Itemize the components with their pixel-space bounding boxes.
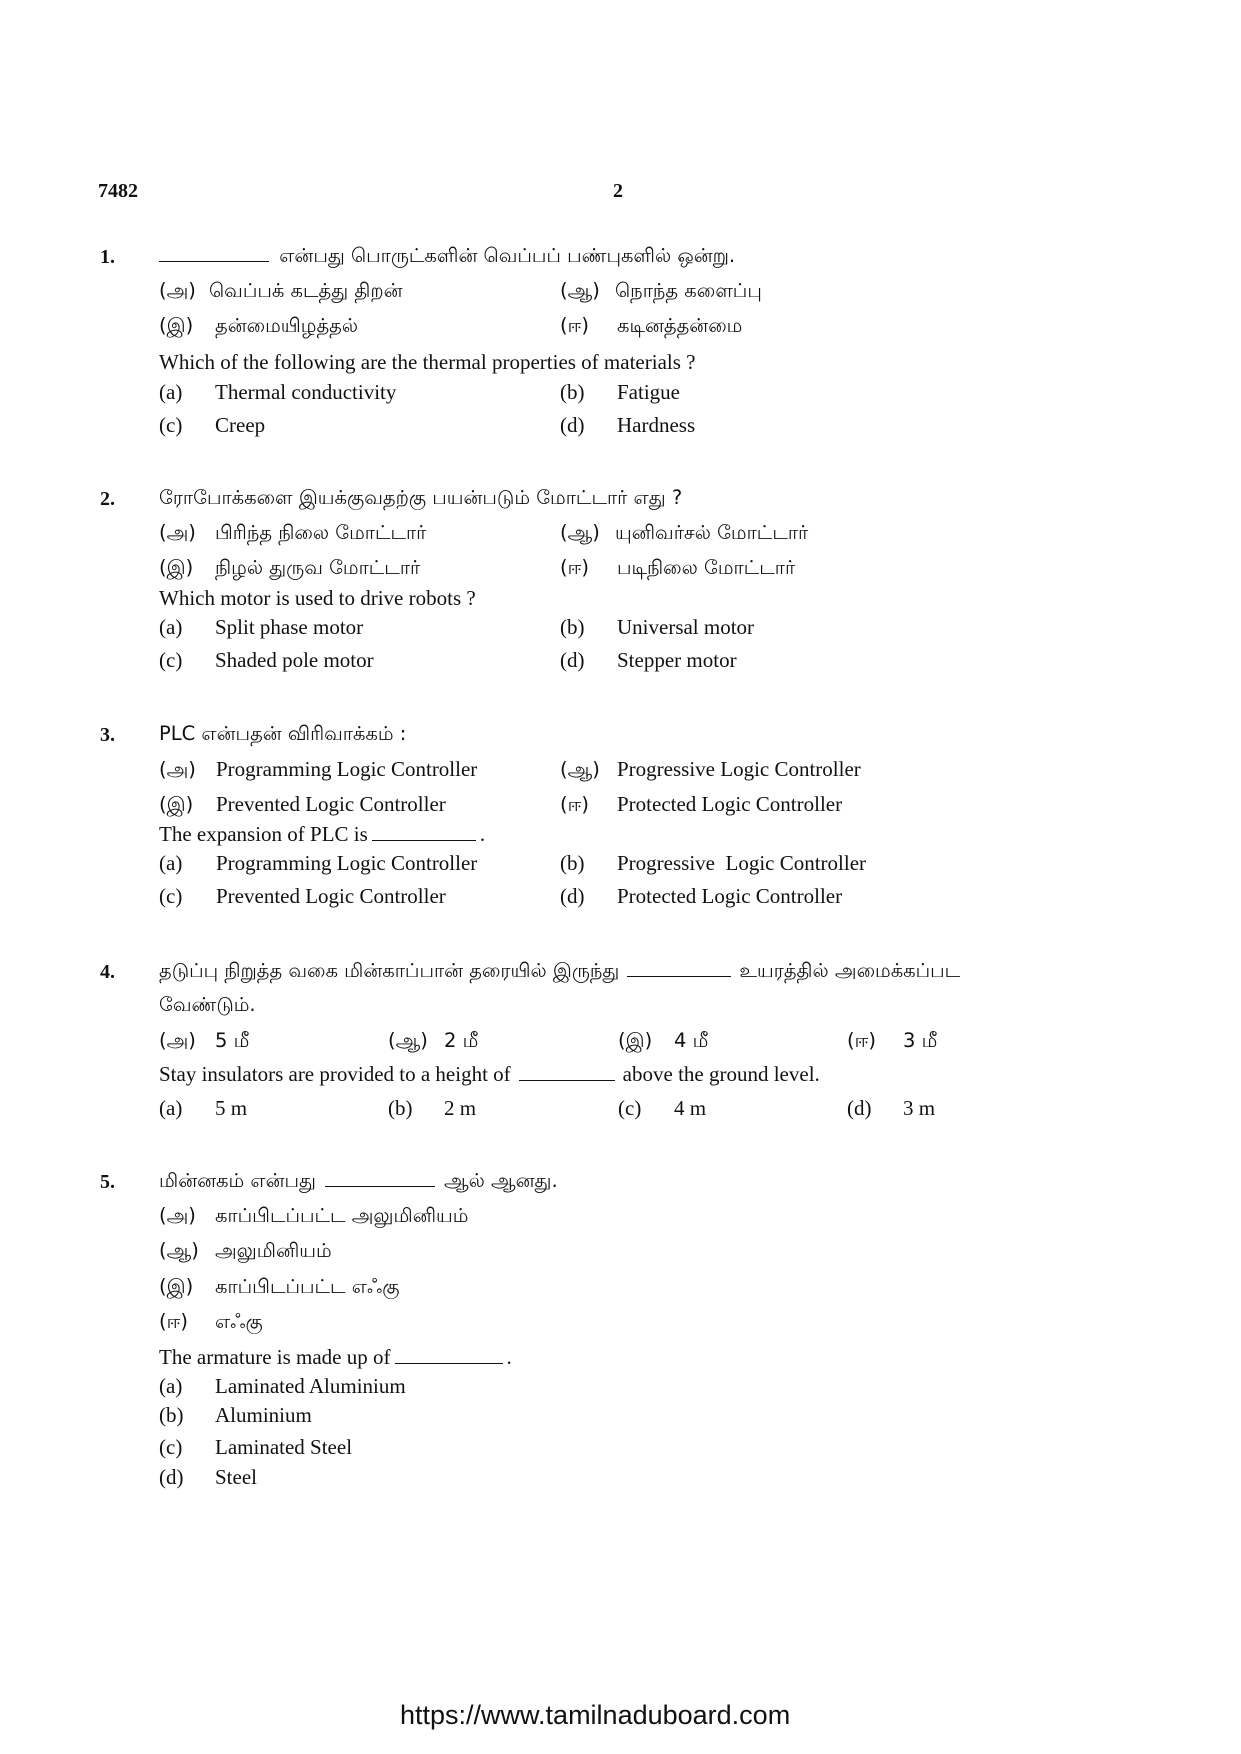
option-tamil: (ஈ) Protected Logic Controller bbox=[560, 792, 843, 816]
question-number: 5. bbox=[100, 1171, 115, 1193]
option-tamil: (ஈ) கடினத்தன்மை bbox=[560, 314, 743, 337]
option-english: (d) Protected Logic Controller bbox=[560, 884, 843, 908]
option-tamil: (அ) Programming Logic Controller bbox=[159, 757, 478, 781]
answer-blank bbox=[519, 1079, 615, 1081]
option-tamil: (இ) Prevented Logic Controller bbox=[159, 792, 446, 816]
question-stem-tamil: என்பது பொருட்களின் வெப்பப் பண்புகளில் ஒன்று. bbox=[159, 244, 735, 270]
option-english: (d) 3 m bbox=[847, 1096, 936, 1120]
question-stem-tamil: ரோபோக்களை இயக்குவதற்கு பயன்படும் மோட்டார் எது ? bbox=[159, 486, 683, 509]
option-tamil: (அ) பிரிந்த நிலை மோட்டார் bbox=[159, 521, 427, 544]
option-english: (b) Fatigue bbox=[560, 380, 680, 404]
option-english: (a) Programming Logic Controller bbox=[159, 851, 478, 875]
option-tamil: (ஈ) எஃகு bbox=[159, 1310, 263, 1333]
option-english: (a) Laminated Aluminium bbox=[159, 1374, 406, 1398]
question-stem-english: Which motor is used to drive robots ? bbox=[159, 586, 476, 610]
option-english: (b) Universal motor bbox=[560, 615, 755, 639]
question-number: 2. bbox=[100, 488, 115, 510]
option-english: (c) Shaded pole motor bbox=[159, 648, 374, 672]
option-tamil: (ஈ) படிநிலை மோட்டார் bbox=[560, 556, 796, 579]
question-number: 1. bbox=[100, 246, 115, 268]
option-english: (b) Progressive Logic Controller bbox=[560, 851, 867, 875]
option-tamil: (இ) 4 மீ bbox=[618, 1029, 709, 1052]
question-stem-tamil-line2: வேண்டும். bbox=[159, 993, 256, 1016]
option-tamil: (ஆ) யுனிவர்சல் மோட்டார் bbox=[560, 521, 809, 544]
page-number: 2 bbox=[613, 180, 623, 202]
question-number: 4. bbox=[100, 961, 115, 983]
question-stem-english: The armature is made up of . bbox=[159, 1345, 512, 1369]
answer-blank bbox=[325, 1185, 435, 1187]
option-english: (d) Stepper motor bbox=[560, 648, 737, 672]
answer-blank bbox=[627, 975, 731, 977]
option-english: (d) Hardness bbox=[560, 413, 696, 437]
option-english: (c) Prevented Logic Controller bbox=[159, 884, 446, 908]
paper-code: 7482 bbox=[98, 180, 138, 202]
option-tamil: (இ) காப்பிடப்பட்ட எஃகு bbox=[159, 1275, 400, 1298]
question-number: 3. bbox=[100, 724, 115, 746]
option-tamil: (ஆ) அலுமினியம் bbox=[159, 1239, 332, 1262]
option-english: (c) Creep bbox=[159, 413, 266, 437]
option-tamil: (இ) நிழல் துருவ மோட்டார் bbox=[159, 556, 421, 579]
option-tamil: (இ) தன்மையிழத்தல் bbox=[159, 314, 359, 337]
question-stem-tamil: தடுப்பு நிறுத்த வகை மின்காப்பான் தரையில் இருந்து உயரத்தில் அமைக்கப்பட bbox=[159, 959, 961, 982]
option-tamil: (ஈ) 3 மீ bbox=[847, 1029, 938, 1052]
option-english: (c) 4 m bbox=[618, 1096, 707, 1120]
question-stem-english: Stay insulators are provided to a height of above the ground level. bbox=[159, 1062, 820, 1086]
option-english: (c) Laminated Steel bbox=[159, 1435, 353, 1459]
question-stem-tamil: மின்னகம் என்பது ஆல் ஆனது. bbox=[159, 1169, 558, 1192]
option-tamil: (ஆ) 2 மீ bbox=[388, 1029, 479, 1052]
answer-blank bbox=[372, 839, 476, 841]
option-tamil: (ஆ) நொந்த களைப்பு bbox=[560, 279, 762, 302]
answer-blank bbox=[159, 260, 269, 262]
question-stem-tamil: PLC என்பதன் விரிவாக்கம் : bbox=[159, 722, 407, 745]
question-stem-english: The expansion of PLC is . bbox=[159, 822, 486, 846]
option-tamil: (அ) 5 மீ bbox=[159, 1029, 250, 1052]
footer-url-link[interactable]: https://www.tamilnaduboard.com bbox=[400, 1700, 791, 1730]
option-english: (a) 5 m bbox=[159, 1096, 248, 1120]
option-english: (d) Steel bbox=[159, 1465, 257, 1489]
option-english: (a) Split phase motor bbox=[159, 615, 364, 639]
question-stem-english: Which of the following are the thermal properties of materials ? bbox=[159, 350, 696, 374]
option-tamil: (அ) வெப்பக் கடத்து திறன் bbox=[159, 279, 403, 302]
option-english: (a) Thermal conductivity bbox=[159, 380, 397, 404]
option-tamil: (ஆ) Progressive Logic Controller bbox=[560, 757, 861, 781]
answer-blank bbox=[395, 1362, 503, 1364]
option-english: (b) Aluminium bbox=[159, 1403, 312, 1427]
option-tamil: (அ) காப்பிடப்பட்ட அலுமினியம் bbox=[159, 1204, 469, 1227]
option-english: (b) 2 m bbox=[388, 1096, 477, 1120]
